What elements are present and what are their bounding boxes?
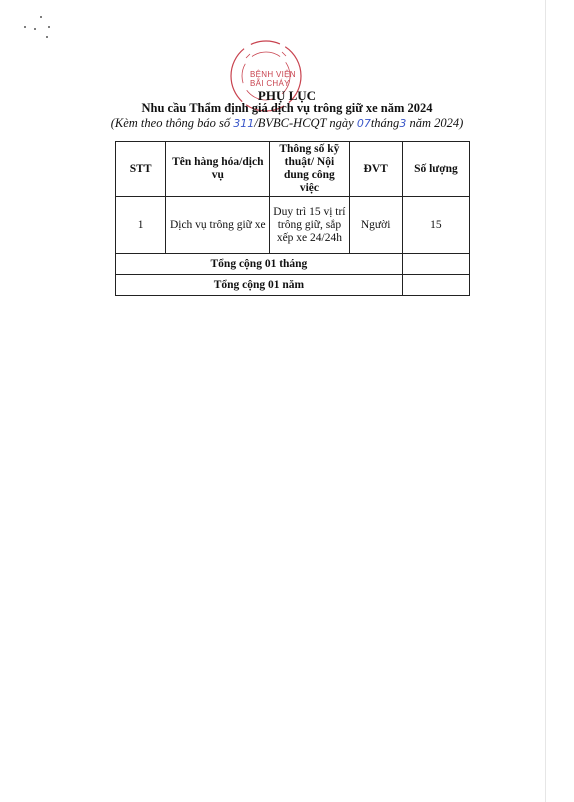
handwritten-day: 07 — [356, 117, 371, 130]
stamp-line-2: BÃI CHÁY — [250, 79, 290, 88]
total-month-row — [116, 254, 470, 275]
appendix-table — [115, 141, 470, 296]
cell-name: Dịch vụ trông giữ xe — [166, 197, 270, 254]
handwritten-number: 311 — [233, 117, 255, 130]
reference-note — [0, 116, 574, 131]
col-header-stt: STT — [116, 142, 166, 197]
handwritten-month: 3 — [399, 117, 407, 130]
col-header-spec: Thông số kỹ thuật/ Nội dung công việc — [270, 142, 349, 197]
stamp-line-1: BỆNH VIỆN — [250, 70, 296, 79]
total-month-label: Tổng cộng 01 tháng — [116, 254, 403, 275]
col-header-qty: Số lượng — [402, 142, 469, 197]
note-middle: /BVBC-HCQT ngày — [254, 116, 357, 130]
document-subtitle: Nhu cầu Thẩm định giá dịch vụ trông giữ xe năm 2024 — [141, 101, 433, 115]
col-header-name: Tên hàng hóa/dịch vụ — [166, 142, 270, 197]
table-header-row — [116, 142, 470, 197]
note-month-label: tháng — [370, 116, 400, 130]
cell-unit: Người — [349, 197, 402, 254]
note-suffix: năm 2024) — [406, 116, 464, 130]
table-row — [116, 197, 470, 254]
stamp-text — [250, 70, 296, 88]
cell-spec: Duy trì 15 vị trí trông giữ, sắp xếp xe 24/24h — [270, 197, 349, 254]
scan-specks — [22, 14, 62, 54]
document-title: PHỤ LỤC — [257, 88, 317, 103]
cell-qty: 15 — [402, 197, 469, 254]
total-year-row — [116, 275, 470, 296]
total-year-value — [402, 275, 469, 296]
total-month-value — [402, 254, 469, 275]
col-header-unit: ĐVT — [349, 142, 402, 197]
cell-stt: 1 — [116, 197, 166, 254]
total-year-label: Tổng cộng 01 năm — [116, 275, 403, 296]
note-prefix: (Kèm theo thông báo số — [110, 116, 234, 130]
